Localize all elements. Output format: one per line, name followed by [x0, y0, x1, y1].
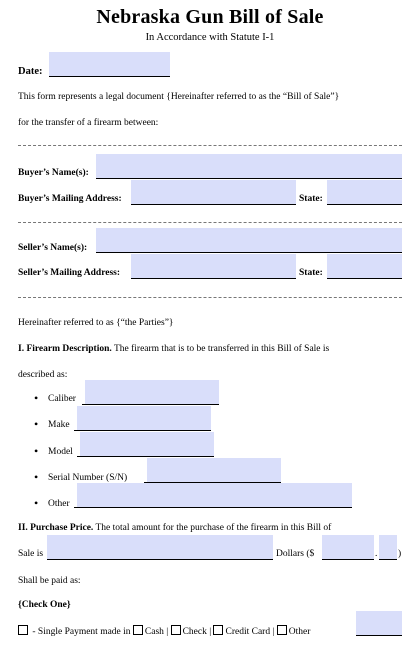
other-label: Other [48, 499, 70, 509]
document-title: Nebraska Gun Bill of Sale [96, 6, 324, 28]
seller-name-label: Seller’s Name(s): [18, 243, 88, 253]
payment-row [18, 625, 310, 637]
bullet: • [34, 470, 39, 484]
section-1-line-2: described as: [18, 370, 68, 380]
section-2-heading: II. Purchase Price. [18, 523, 94, 533]
intro-line-2: for the transfer of a firearm between: [18, 118, 159, 128]
bullet: • [34, 496, 39, 510]
seller-state-label: State: [299, 268, 323, 278]
seller-name-field[interactable] [96, 228, 402, 253]
buyer-name-label: Buyer’s Name(s): [18, 168, 89, 178]
check-checkbox[interactable] [171, 625, 181, 635]
divider [18, 145, 402, 146]
model-label: Model [48, 447, 73, 457]
check-one-label: {Check One} [18, 600, 71, 610]
buyer-state-field[interactable] [327, 180, 402, 205]
section-1-text: The firearm that is to be transferred in this Bill of Sale is [111, 344, 330, 354]
close-paren: ) [398, 549, 402, 559]
date-field[interactable] [49, 52, 170, 77]
section-2-intro [18, 523, 331, 533]
buyer-address-field[interactable] [131, 180, 296, 205]
divider [18, 222, 402, 223]
other-payment-label: Other [288, 627, 311, 637]
caliber-label: Caliber [48, 394, 76, 404]
single-payment-label: - Single Payment made in [30, 627, 131, 637]
credit-card-checkbox[interactable] [213, 625, 223, 635]
credit-card-label: Credit Card | [225, 627, 275, 637]
bullet: • [34, 417, 39, 431]
make-label: Make [48, 420, 70, 430]
model-field[interactable] [80, 432, 214, 456]
document-subtitle: In Accordance with Statute I-1 [145, 32, 275, 43]
sale-is-label: Sale is [18, 549, 44, 559]
dollars-amount-field[interactable] [322, 535, 374, 560]
check-label: Check | [182, 627, 212, 637]
other-field[interactable] [77, 483, 352, 507]
single-payment-checkbox[interactable] [18, 625, 28, 635]
dollars-label: Dollars ($ [276, 549, 315, 559]
section-1-heading: I. Firearm Description. [18, 344, 112, 354]
other-payment-field[interactable] [356, 611, 402, 636]
serial-number-label: Serial Number (S/N) [48, 473, 128, 483]
date-label: Date: [18, 66, 43, 77]
section-2-text: The total amount for the purchase of the firearm in this Bill of [93, 523, 332, 533]
buyer-state-label: State: [299, 194, 323, 204]
intro-line-1: This form represents a legal document {Hereinafter referred to as the “Bill of Sale”} [18, 92, 340, 102]
price-words-field[interactable] [47, 535, 273, 560]
make-field[interactable] [77, 406, 211, 430]
seller-address-field[interactable] [131, 254, 296, 279]
other-payment-checkbox[interactable] [277, 625, 287, 635]
cash-label: Cash | [144, 627, 169, 637]
seller-address-label: Seller’s Mailing Address: [18, 268, 121, 278]
buyer-address-label: Buyer’s Mailing Address: [18, 194, 122, 204]
bullet: • [34, 444, 39, 458]
caliber-field[interactable] [85, 380, 219, 404]
section-1-intro [18, 344, 329, 354]
seller-state-field[interactable] [327, 254, 402, 279]
divider [18, 297, 402, 298]
paid-as-label: Shall be paid as: [18, 576, 81, 586]
decimal-point: . [375, 549, 378, 559]
cents-amount-field[interactable] [379, 535, 397, 560]
parties-text: Hereinafter referred to as {“the Parties”} [18, 318, 174, 328]
cash-checkbox[interactable] [133, 625, 143, 635]
bullet: • [34, 391, 39, 405]
serial-number-field[interactable] [147, 458, 281, 482]
buyer-name-field[interactable] [96, 154, 402, 179]
